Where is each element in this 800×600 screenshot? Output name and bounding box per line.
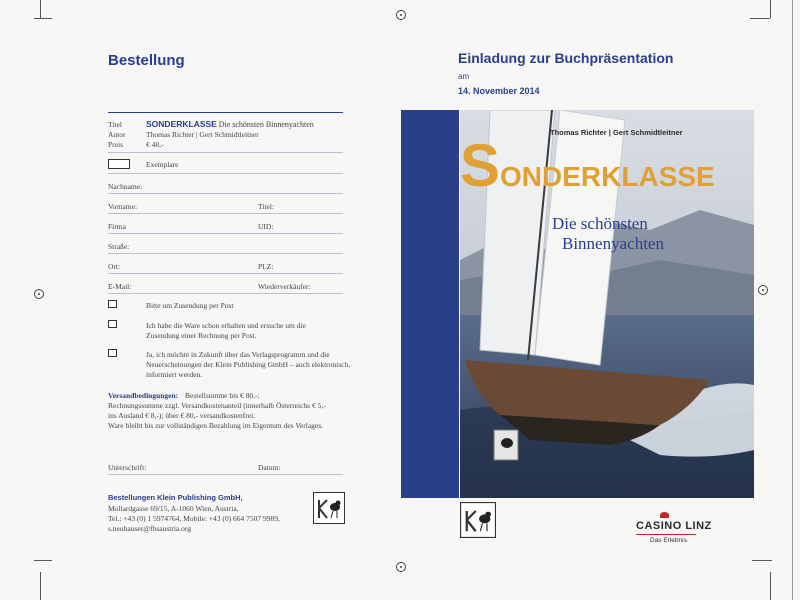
- option-text: Ja, ich möchte in Zukunft über das Verlagsprogramm und die Neuerscheinungen der Klein Publishing GmbH – auch elektronisch, informiert werden.: [146, 350, 351, 379]
- book-title-bold: SONDERKLASSE: [146, 119, 217, 129]
- casino-logo-icon: [660, 512, 669, 518]
- strasse-field[interactable]: [108, 253, 343, 254]
- divider: [108, 173, 343, 174]
- label-titel: Titel:: [258, 202, 274, 211]
- date-label: Datum:: [258, 463, 281, 472]
- divider: [108, 112, 343, 113]
- cover-authors: Thomas Richter | Gert Schmidtleitner: [550, 128, 683, 137]
- book-price: € 48,-: [146, 140, 164, 149]
- crop-mark: [752, 560, 772, 561]
- crop-mark: [34, 18, 52, 19]
- cover-title-rest: ONDERKLASSE: [500, 161, 715, 192]
- invitation-title: Einladung zur Buchpräsentation: [458, 50, 674, 66]
- publisher-logo-icon: [313, 492, 345, 524]
- label-email: E-Mail:: [108, 282, 132, 291]
- label-ort: Ort:: [108, 262, 121, 271]
- label-vorname: Vorname:: [108, 202, 138, 211]
- shipping-line: Ware bleibt bis zur vollständigen Bezahlung im Eigentum des Verlages.: [108, 421, 324, 430]
- order-heading: Bestellung: [108, 52, 185, 69]
- crop-mark: [40, 572, 41, 600]
- nachname-field[interactable]: [108, 193, 343, 194]
- option-checkbox-invoice[interactable]: [108, 320, 117, 328]
- registration-mark-icon: [396, 10, 406, 20]
- label-plz: PLZ:: [258, 262, 274, 271]
- registration-mark-icon: [758, 285, 768, 295]
- cover-big-letter: S: [460, 132, 501, 199]
- book-label-title: Titel: [108, 120, 122, 129]
- shipping-heading: Versandbedingungen:: [108, 391, 179, 400]
- registration-mark-icon: [34, 289, 44, 299]
- page-edge: [792, 0, 793, 600]
- signature-field[interactable]: [108, 474, 343, 475]
- label-firma: Firma: [108, 222, 126, 231]
- crop-mark: [770, 572, 771, 600]
- copies-box[interactable]: [108, 159, 130, 169]
- publisher-logo-icon: [460, 502, 496, 538]
- book-label-author: Autor: [108, 130, 126, 139]
- firma-field[interactable]: [108, 233, 343, 234]
- book-label-price: Preis: [108, 140, 123, 149]
- invitation-date: 14. November 2014: [458, 86, 540, 96]
- sponsor-tagline: Das Erlebnis.: [650, 537, 689, 544]
- invitation-am: am: [458, 72, 470, 81]
- book-title-rest: Die schönsten Binnenyachten: [218, 120, 314, 129]
- book-title: [146, 119, 314, 129]
- crop-mark: [750, 18, 770, 19]
- label-strasse: Straße:: [108, 242, 130, 251]
- option-text: Ich habe die Ware schon erhalten und ersuche um die Zusendung einer Rechnung per Post.: [146, 321, 306, 340]
- crop-mark: [34, 560, 52, 561]
- sponsor-underline: [636, 534, 696, 535]
- book-cover: [460, 110, 754, 498]
- sponsor-name: CASINO LINZ: [636, 520, 712, 532]
- contact-line: s.neuhauser@fhsaustria.org: [108, 524, 191, 533]
- shipping-line: Rechnungssumme zzgl. Versandkostenanteil (innerhalb Österreichs € 5,-: [108, 401, 326, 410]
- ort-field[interactable]: [108, 273, 343, 274]
- divider: [108, 152, 343, 153]
- registration-mark-icon: [396, 562, 406, 572]
- copies-label: Exemplare: [146, 160, 179, 169]
- label-nachname: Nachname:: [108, 182, 143, 191]
- crop-mark: [770, 0, 771, 18]
- option-checkbox-post[interactable]: [108, 300, 117, 308]
- email-field[interactable]: [108, 293, 343, 294]
- cover-subtitle-2: Binnenyachten: [562, 234, 664, 253]
- option-checkbox-newsletter[interactable]: [108, 349, 117, 357]
- label-uid: UID:: [258, 222, 274, 231]
- blue-band: [401, 110, 459, 498]
- label-wiederverkaeufer: Wiederverkäufer:: [258, 282, 311, 291]
- book-authors: Thomas Richter | Gert Schmidtleitner: [146, 130, 259, 139]
- crop-mark: [40, 0, 41, 18]
- contact-heading: Bestellungen Klein Publishing GmbH,: [108, 493, 243, 502]
- signature-label: Unterschrift:: [108, 463, 147, 472]
- shipping-line: ins Ausland € 8,-); über € 80,- versandkostenfrei.: [108, 411, 256, 420]
- shipping-line: Bestellsumme bis € 80,-:: [185, 391, 260, 400]
- contact-line: Tel.: +43 (0) 1 5974764, Mobile: +43 (0) 664 7507 9989,: [108, 514, 280, 523]
- option-text: Bitte um Zusendung per Post: [146, 301, 234, 310]
- vorname-field[interactable]: [108, 213, 343, 214]
- contact-line: Mollardgasse 69/15, A-1060 Wien, Austria,: [108, 504, 239, 513]
- cover-subtitle-1: Die schönsten: [552, 214, 648, 233]
